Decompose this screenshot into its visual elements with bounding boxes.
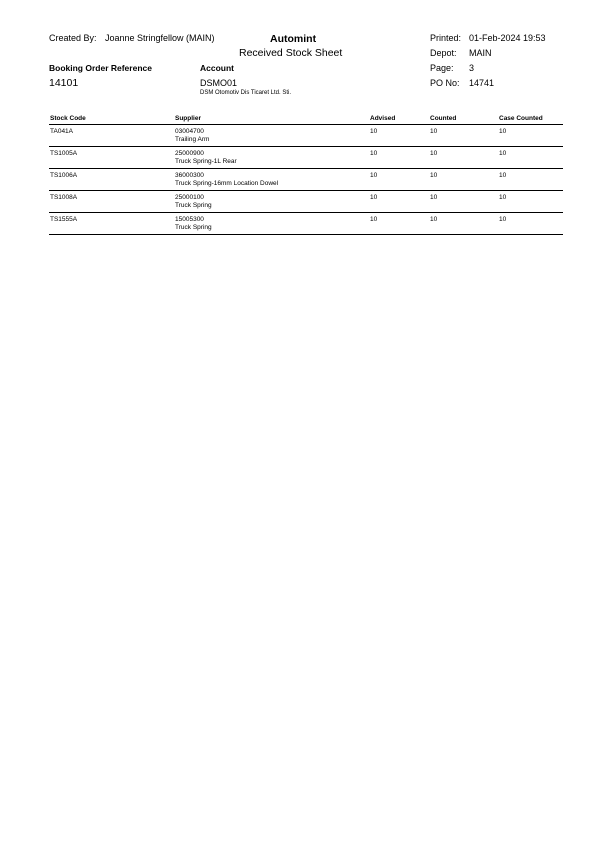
advised-qty: 10 — [369, 169, 429, 191]
advised-qty: 10 — [369, 147, 429, 169]
item-description: Truck Spring-16mm Location Dowel — [175, 180, 279, 187]
stock-code: TS1008A — [49, 191, 174, 213]
table-row — [49, 125, 563, 147]
table-row — [49, 213, 563, 235]
booking-ref-value: 14101 — [49, 77, 79, 89]
table-row — [49, 169, 563, 191]
case-counted-qty: 10 — [498, 147, 563, 169]
col-supplier: Supplier — [174, 114, 369, 125]
case-counted-qty: 10 — [498, 125, 563, 147]
stock-code: TS1006A — [49, 169, 174, 191]
table-row — [49, 191, 563, 213]
supplier-code: 36000300 — [175, 172, 204, 179]
page-number: 3 — [469, 63, 475, 73]
supplier-code: 25000900 — [175, 150, 204, 157]
stock-code: TA041A — [49, 125, 174, 147]
created-by-label: Created By: — [49, 33, 97, 43]
counted-qty: 10 — [429, 147, 498, 169]
counted-qty: 10 — [429, 191, 498, 213]
item-description: Trailing Arm — [175, 136, 210, 143]
supplier-cell — [174, 191, 369, 213]
supplier-code: 03004700 — [175, 128, 204, 135]
supplier-cell — [174, 169, 369, 191]
counted-qty: 10 — [429, 213, 498, 235]
supplier-cell — [174, 125, 369, 147]
table-header-row — [49, 114, 563, 125]
col-stock-code: Stock Code — [49, 114, 174, 125]
advised-qty: 10 — [369, 191, 429, 213]
item-description: Truck Spring-1L Rear — [175, 158, 237, 165]
counted-qty: 10 — [429, 169, 498, 191]
item-description: Truck Spring — [175, 202, 212, 209]
depot-label: Depot: — [430, 48, 457, 58]
printed-label: Printed: — [430, 33, 462, 43]
col-advised: Advised — [369, 114, 429, 125]
printed-value: 01-Feb-2024 19:53 — [469, 33, 546, 43]
col-case-counted: Case Counted — [498, 114, 563, 125]
advised-qty: 10 — [369, 213, 429, 235]
item-description: Truck Spring — [175, 224, 212, 231]
table-row — [49, 147, 563, 169]
booking-ref-label: Booking Order Reference — [49, 63, 152, 73]
po-label: PO No: — [430, 78, 460, 88]
supplier-code: 25000100 — [175, 194, 204, 201]
created-by-value: Joanne Stringfellow (MAIN) — [105, 33, 215, 43]
received-stock-table — [49, 114, 563, 235]
case-counted-qty: 10 — [498, 169, 563, 191]
account-name: DSM Otomotiv Dis Ticaret Ltd. Sti. — [200, 90, 292, 96]
page-label: Page: — [430, 63, 454, 73]
col-counted: Counted — [429, 114, 498, 125]
stock-code: TS1555A — [49, 213, 174, 235]
case-counted-qty: 10 — [498, 191, 563, 213]
depot-value: MAIN — [469, 48, 492, 58]
company-name: Automint — [270, 33, 317, 45]
case-counted-qty: 10 — [498, 213, 563, 235]
supplier-cell — [174, 213, 369, 235]
po-number: 14741 — [469, 78, 495, 88]
sheet-title: Received Stock Sheet — [239, 47, 343, 59]
supplier-cell — [174, 147, 369, 169]
supplier-code: 15005300 — [175, 216, 204, 223]
account-code: DSMO01 — [200, 78, 238, 88]
stock-code: TS1005A — [49, 147, 174, 169]
counted-qty: 10 — [429, 125, 498, 147]
advised-qty: 10 — [369, 125, 429, 147]
account-label: Account — [200, 63, 234, 73]
